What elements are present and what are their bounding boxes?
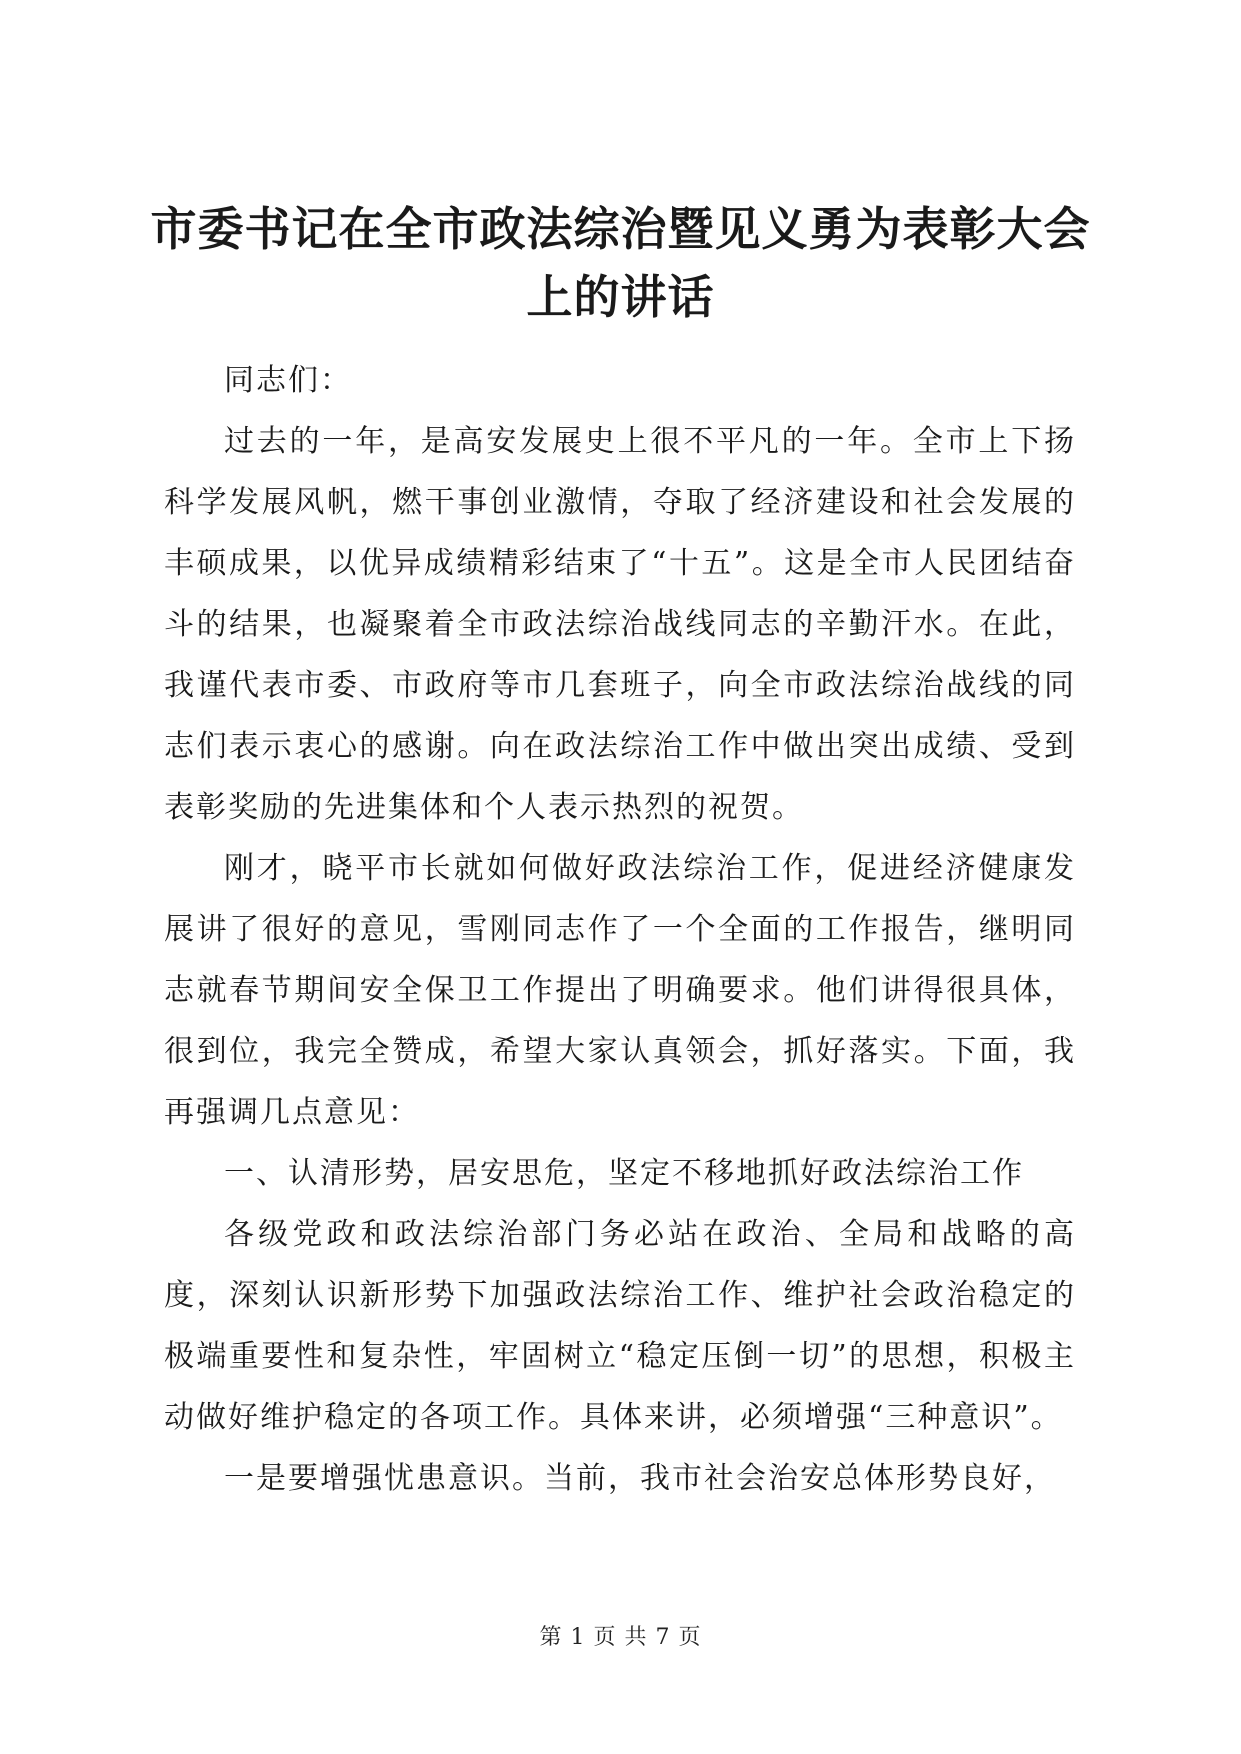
page-title (140, 195, 1101, 331)
title-line-1: 市委书记在全市政法综治暨见义勇为表彰大会 (150, 202, 1091, 256)
document-body (164, 350, 1076, 1509)
paragraph: 各级党政和政法综治部门务必站在政治、全局和战略的高度，深刻认识新形势下加强政法综治工作、维护社会政治稳定的极端重要性和复杂性，牢固树立“稳定压倒一切”的思想，积极主动做好维护稳定的各项工作。具体来讲，必须增强“三种意识”。 (164, 1217, 1076, 1435)
paragraph: 过去的一年，是高安发展史上很不平凡的一年。全市上下扬科学发展风帆，燃干事创业激情，夺取了经济建设和社会发展的丰硕成果，以优异成绩精彩结束了“十五”。这是全市人民团结奋斗的结果，也凝聚着全市政法综治战线同志的辛勤汗水。在此，我谨代表市委、市政府等市几套班子，向全市政法综治战线的同志们表示衷心的感谢。向在政法综治工作中做出突出成绩、受到表彰奖励的先进集体和个人表示热烈的祝贺。 (164, 424, 1076, 825)
paragraph: 刚才，晓平市长就如何做好政法综治工作，促进经济健康发展讲了很好的意见，雪刚同志作了一个全面的工作报告，继明同志就春节期间安全保卫工作提出了明确要求。他们讲得很具体，很到位，我完全赞成，希望大家认真领会，抓好落实。下面，我再强调几点意见： (164, 851, 1076, 1130)
salutation: 同志们： (224, 363, 352, 398)
title-line-2: 上的讲话 (526, 270, 715, 324)
section-heading: 一、认清形势，居安思危，坚定不移地抓好政法综治工作 (224, 1156, 1024, 1191)
paragraph: 一是要增强忧患意识。当前，我市社会治安总体形势良好， (224, 1461, 1056, 1496)
page-number-footer: 第 1 页 共 7 页 (539, 1625, 702, 1650)
